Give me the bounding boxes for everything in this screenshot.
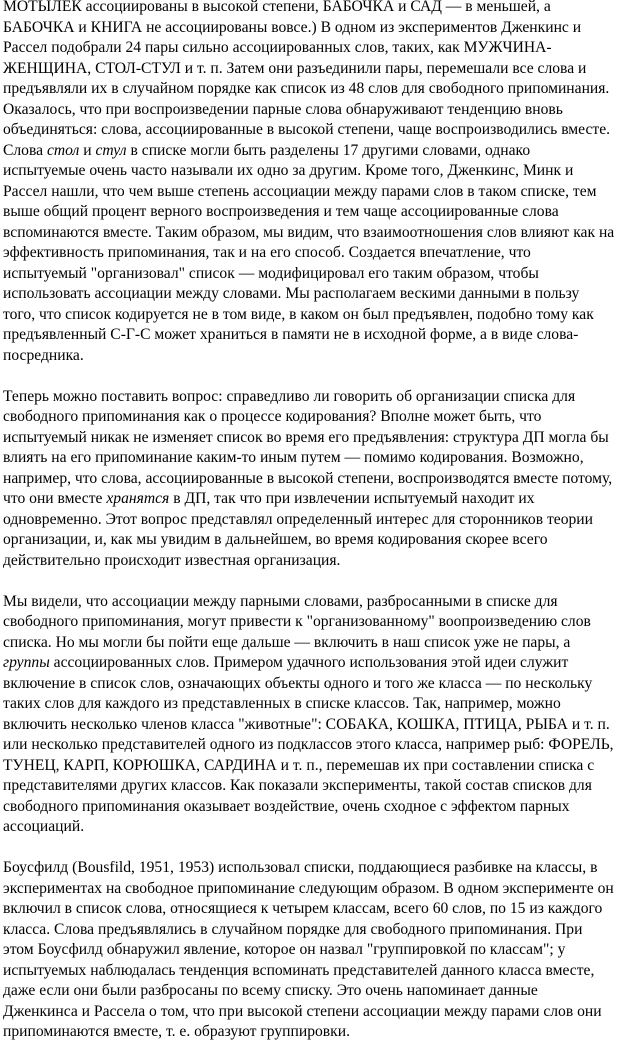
paragraph-2 [3, 387, 615, 572]
paragraph-1-text-1: МОТЫЛЕК ассоциированы в высокой степени, БАБОЧКА и САД — в меньшей, а БАБОЧКА и КНИГА не ассоциированы вовсе.) В одном из экспериментов Дженкинс и Рассел подобрали 24 пары сильно ассоциированных слов, таких, как МУЖЧИНА-ЖЕНЩИНА, СТОЛ-СТУЛ и т. п. Затем они разъединили пары, перемешали все слова и предъявляли их в случайном порядке как список из 48 слов для свободного припоминания. Оказалось, что при воспроизведении парные слова обнаруживают тенденцию вновь объединяться: слова, ассоциированные в высокой степени, чаще воспроизводились вместе. Слова [3, 0, 611, 159]
paragraph-2-text-1: Теперь можно поставить вопрос: справедливо ли говорить об организации списка для свободного припоминания как о процессе кодирования? Вполне может быть, что испытуемый никак не изменяет список во время его предъявления: структура ДП могла бы влиять на его припоминание каким-то иным путем — помимо кодирования. Возможно, например, что слова, ассоциированные в высокой степени, воспроизводятся вместе потому, что они вместе [3, 387, 613, 507]
paragraph-1 [3, 0, 615, 366]
paragraph-2-italic-khranyatsya: хранятся [106, 490, 170, 507]
paragraph-1-text-3: в списке могли быть разделены 17 другими словами, однако испытуемые очень часто называли их одно за другим. Кроме того, Дженкинс, Минк и Рассел нашли, что чем выше степень ассоциации между парами слов в таком списке, тем выше общий процент верного воспроизведения и тем чаще ассоциированные слова вспоминаются вместе. Таким образом, мы видим, что взаимоотношения слов влияют как на эффективность припоминания, так и на его способ. Создается впечатление, что испытуемый "организовал" список — модифицировал его таким образом, чтобы использовать ассоциации между словами. Мы располагаем вескими данными в пользу того, что список кодируется не в том виде, в каком он был предъявлен, подобно тому как предъявленный С-Г-С может храниться в памяти не в исходной форме, а в виде слова-посредника. [3, 141, 615, 364]
document-page [3, 0, 615, 1043]
paragraph-3-text-2: ассоциированных слов. Примером удачного использования этой идеи служит включение в список слов, означающих объекты одного и того же класса — по нескольку таких слов для каждого из представленных в списке классов. Так, например, можно включить несколько членов класса "животные": СОБАКА, КОШКА, ПТИЦА, РЫБА и т. п. или несколько представителей одного из подклассов этого класса, например рыб: ФОРЕЛЬ, ТУНЕЦ, КАРП, КОРЮШКА, САРДИНА и т. п., перемешав их при составлении списка с представителями других классов. Как показали эксперименты, такой состав списков для свободного припоминания оказывает воздействие, очень сходное с эффектом парных ассоциаций. [3, 654, 614, 835]
paragraph-1-italic-stul: стул [95, 141, 127, 159]
paragraph-4 [3, 858, 615, 1043]
paragraph-2-text-2: в ДП, так что при извлечении испытуемый находит их одновременно. Этот вопрос представлял определенный интерес для сторонников теории организации, и, как мы увидим в дальнейшем, во время кодирования скорее всего действительно происходит известная организация. [3, 490, 593, 569]
paragraph-3-italic-gruppy: группы [3, 654, 50, 671]
paragraph-3 [3, 592, 615, 838]
paragraph-1-text-2: и [79, 141, 96, 159]
paragraph-1-italic-stol: стол [46, 141, 80, 159]
paragraph-4-text-1: Боусфилд (Bousfild, 1951, 1953) использовал списки, поддающиеся разбивке на классы, в экспериментах на свободное припоминание следующим образом. В одном эксперименте он включил в список слова, относящиеся к четырем классам, всего 60 слов, по 15 из каждого класса. Слова предъявлялись в случайном порядке для свободного припоминания. При этом Боусфилд обнаружил явление, которое он назвал "группировкой по классам"; у испытуемых наблюдалась тенденция вспоминать представителей данного класса вместе, даже если они были разбросаны по всему списку. Это очень напоминает данные Дженкинса и Рассела о том, что при высокой степени ассоциации между парами слов они припоминаются вместе, т. е. образуют группировки. [3, 859, 614, 1040]
paragraph-3-text-1: Мы видели, что ассоциации между парными словами, разбросанными в списке для свободного припоминания, могут привести к "организованному" воопроизведению слов списка. Но мы могли бы пойти еще дальше — включить в наш список уже не пары, а [3, 592, 591, 651]
